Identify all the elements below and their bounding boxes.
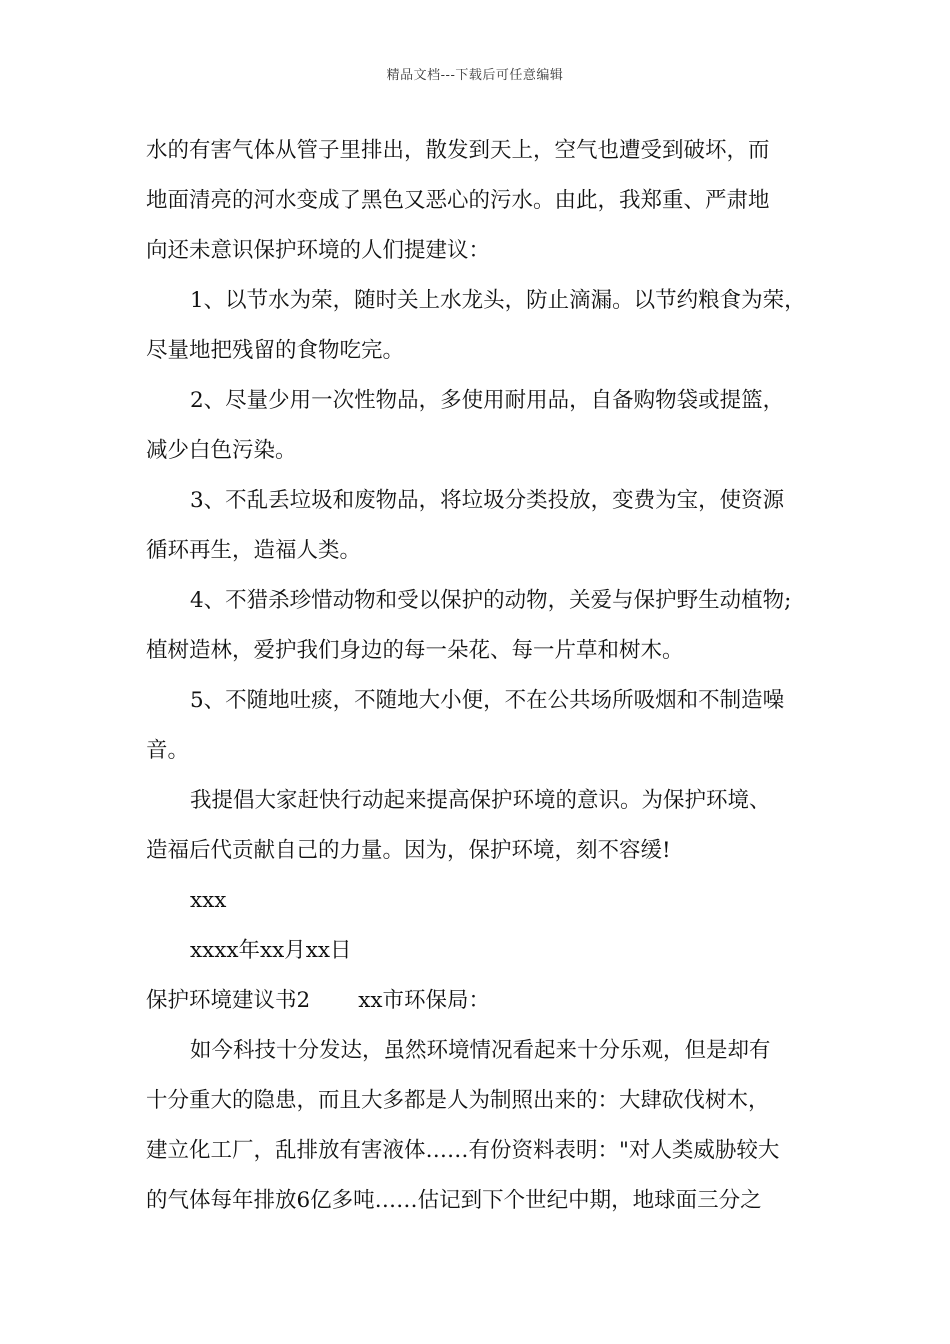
closing-paragraph-line: 造福后代贡献自己的力量。因为，保护环境，刻不容缓!: [146, 838, 671, 863]
list-item-3-line: 3、不乱丢垃圾和废物品，将垃圾分类投放，变费为宝，使资源: [190, 488, 785, 513]
list-item-2-line: 2、尽量少用一次性物品，多使用耐用品，自备购物袋或提篮，: [190, 388, 785, 413]
paragraph-line: 地面清亮的河水变成了黑色又恶心的污水。由此，我郑重、严肃地: [146, 188, 770, 213]
list-item-4-line: 植树造林，爱护我们身边的每一朵花、每一片草和树木。: [146, 638, 684, 663]
date-line: xxxx年xx月xx日: [190, 938, 352, 963]
list-item-5-line: 5、不随地吐痰，不随地大小便，不在公共场所吸烟和不制造噪: [190, 688, 785, 713]
paragraph-line: 的气体每年排放6亿多吨……估记到下个世纪中期，地球面三分之: [146, 1188, 762, 1213]
paragraph-line: 向还未意识保护环境的人们提建议：: [146, 238, 491, 263]
list-item-2-line: 减少白色污染。: [146, 438, 297, 463]
list-item-1-line: 1、以节水为荣，随时关上水龙头，防止滴漏。以节约粮食为荣，: [190, 288, 806, 313]
closing-paragraph-line: 我提倡大家赶快行动起来提高保护环境的意识。为保护环境、: [190, 788, 771, 813]
list-item-3-line: 循环再生，造福人类。: [146, 538, 362, 563]
recipient: xx市环保局：: [358, 988, 490, 1013]
page-header: 精品文档---下载后可任意编辑: [386, 68, 564, 83]
signature: xxx: [190, 888, 227, 913]
paragraph-line: 建立化工厂，乱排放有害液体……有份资料表明："对人类威胁较大: [146, 1138, 780, 1163]
list-item-1-line: 尽量地把残留的食物吃完。: [146, 338, 405, 363]
list-item-5-line: 音。: [146, 738, 190, 763]
section-title: 保护环境建议书2: [146, 988, 311, 1013]
section-title-line: [146, 986, 490, 1016]
paragraph-line: 如今科技十分发达，虽然环境情况看起来十分乐观，但是却有: [190, 1038, 771, 1063]
paragraph-line: 十分重大的隐患，而且大多都是人为制照出来的：大肆砍伐树木，: [146, 1088, 770, 1113]
list-item-4-line: 4、不猎杀珍惜动物和受以保护的动物，关爱与保护野生动植物;: [190, 588, 792, 613]
paragraph-line: 水的有害气体从管子里排出，散发到天上，空气也遭受到破坏，而: [146, 138, 770, 163]
